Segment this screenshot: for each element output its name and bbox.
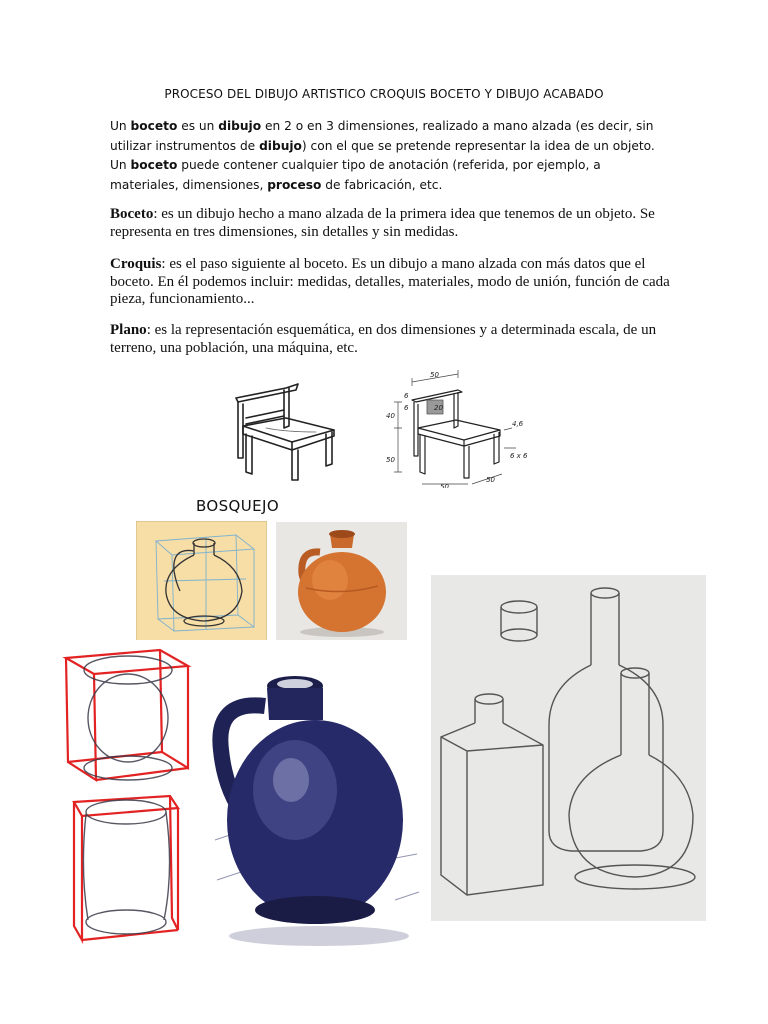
dimension-label: 20 (434, 404, 443, 412)
cylinder-construction-sketch (60, 640, 205, 950)
intro-text: Un (110, 119, 131, 133)
definition-text: : es la representación esquemática, en dos dimensiones y a determinada escala, de un terreno, una población, una máquina, etc. (110, 322, 657, 356)
dimension-label: 50 (440, 483, 449, 488)
keyword-proceso: proceso (267, 177, 322, 192)
dimension-label: 6 (404, 404, 409, 412)
term-boceto: Boceto (110, 206, 154, 222)
jug-construction-sketch (136, 521, 267, 643)
definition-boceto (110, 206, 670, 241)
chair-sketch-image (226, 366, 342, 484)
jug-photo (276, 522, 407, 643)
bosquejo-caption: BOSQUEJO (196, 497, 280, 515)
keyword-dibujo: dibujo (218, 119, 262, 133)
keyword-boceto: boceto (130, 119, 178, 133)
intro-text: en 2 o en 3 dimensiones, realizado a mano alzada (es decir, sin utilizar instrumentos de (110, 119, 654, 153)
dimension-label: 50 (386, 456, 395, 464)
term-croquis: Croquis (110, 256, 162, 272)
dimension-label: 6 x 6 (510, 452, 528, 460)
definition-text: : es un dibujo hecho a mano alzada de la primera idea que tenemos de un objeto. Se representa en tres dimensiones, sin detalles y sin medidas. (110, 206, 655, 240)
document-title: PROCESO DEL DIBUJO ARTISTICO CROQUIS BOCETO Y DIBUJO ACABADO (164, 87, 604, 101)
dimension-label: 50 (486, 476, 495, 484)
definition-croquis (110, 256, 670, 309)
definition-text: : es el paso siguiente al boceto. Es un dibujo a mano alzada con más datos que el boceto. En él podemos incluir: medidas, detalles, materiales, modo de unión, función de cada pieza, funcionamiento... (110, 256, 670, 307)
intro-paragraph (110, 117, 670, 195)
intro-text: ) con el que se pretende representar la idea de un objeto. Un (110, 138, 655, 172)
intro-text: puede contener cualquier tipo de anotación (referida, por ejemplo, a materiales, dimensiones, (110, 158, 601, 192)
dimension-label: 6 (404, 392, 409, 400)
bottles-pencil-drawing (431, 575, 706, 921)
charcoal-jug-drawing (205, 640, 425, 950)
chair-croquis-image (382, 368, 537, 488)
keyword-dibujo: dibujo (259, 138, 302, 153)
keyword-boceto: boceto (130, 158, 178, 172)
dimension-label: 4,6 (512, 420, 524, 428)
dimension-label: 50 (430, 371, 439, 379)
term-plano: Plano (110, 322, 147, 338)
definition-plano (110, 322, 670, 357)
intro-text: es un (177, 119, 219, 133)
intro-text: de fabricación, etc. (321, 177, 443, 192)
dimension-label: 40 (386, 412, 395, 420)
